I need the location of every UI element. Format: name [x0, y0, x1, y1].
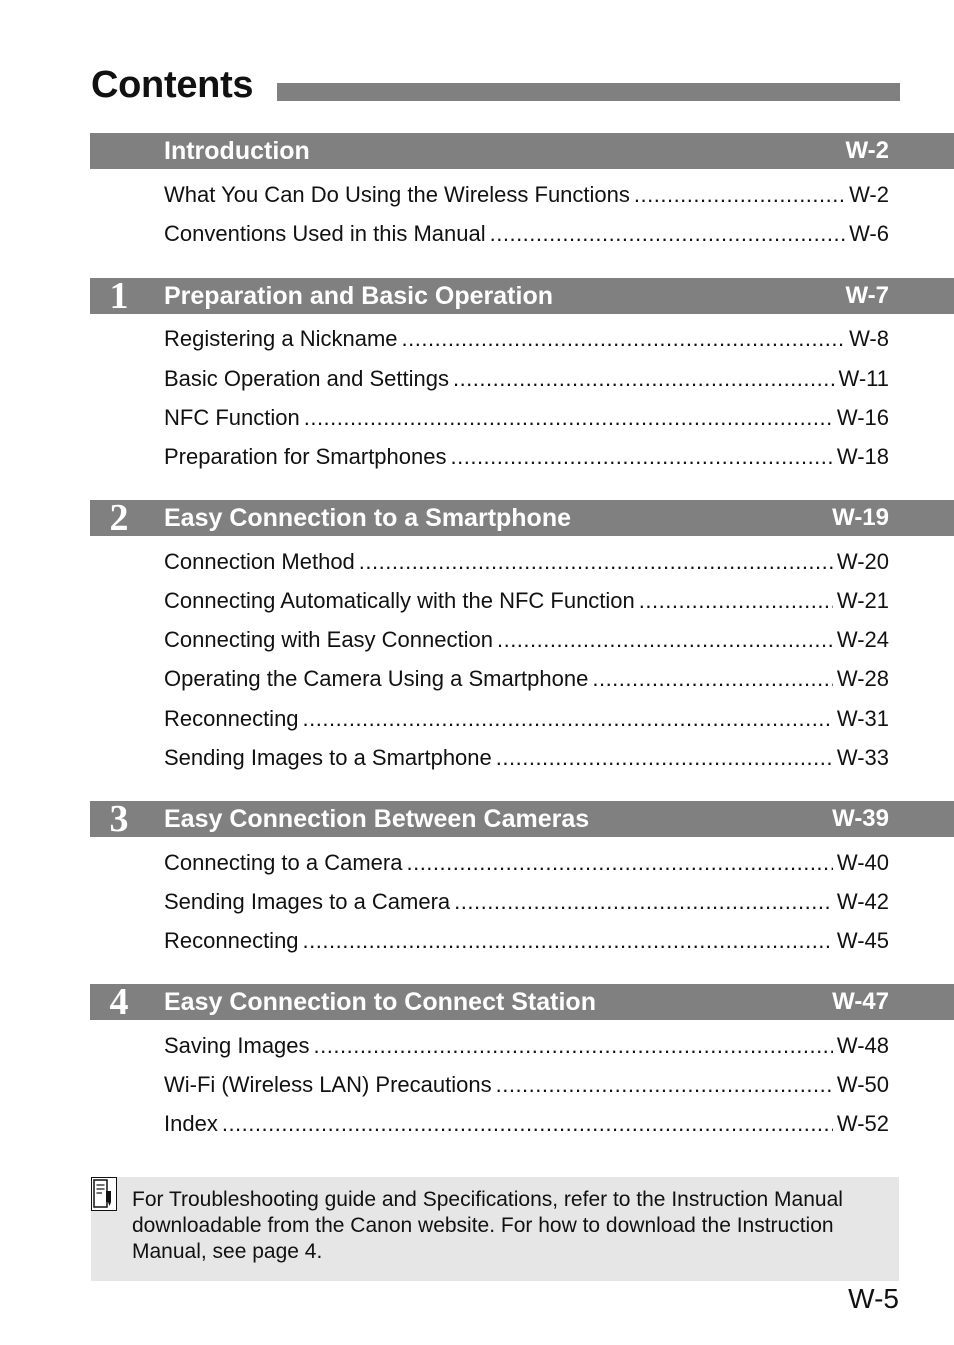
toc-entry-page: W-20 [836, 549, 889, 574]
dot-leader [454, 889, 833, 915]
toc-entry-label: What You Can Do Using the Wireless Functions [164, 182, 630, 207]
dot-leader [314, 1033, 833, 1059]
toc-entry-label: Preparation for Smartphones [164, 444, 447, 469]
toc-entry[interactable] [164, 444, 889, 472]
page-number: W-5 [848, 1283, 899, 1314]
toc-entry[interactable] [164, 588, 889, 616]
toc-entry-label: Connecting with Easy Connection [164, 627, 493, 652]
dot-leader [639, 588, 833, 614]
dot-leader [303, 706, 833, 732]
section-page: W-19 [832, 504, 889, 531]
toc-entry[interactable] [164, 745, 889, 773]
dot-leader [634, 182, 845, 208]
dot-leader [406, 850, 832, 876]
toc-entry[interactable] [164, 1033, 889, 1061]
dot-leader [490, 221, 845, 247]
toc-entry-label: Conventions Used in this Manual [164, 221, 486, 246]
dot-leader [304, 405, 833, 431]
section-page: W-2 [845, 137, 889, 164]
toc-entry[interactable] [164, 627, 889, 655]
toc-entry[interactable] [164, 182, 889, 210]
toc-entry-label: Registering a Nickname [164, 326, 398, 351]
section-title: Preparation and Basic Operation [164, 282, 553, 310]
title-rule [277, 83, 900, 101]
toc-entry[interactable] [164, 326, 889, 354]
toc-entry-page: W-52 [836, 1111, 889, 1136]
toc-entry-page: W-50 [836, 1072, 889, 1097]
section-header-smartphone[interactable] [90, 497, 954, 539]
dot-leader [453, 366, 835, 392]
section-header-introduction[interactable] [90, 133, 954, 169]
toc-entry-page: W-21 [836, 588, 889, 613]
toc-entry-label: Reconnecting [164, 706, 299, 731]
toc-entry[interactable] [164, 850, 889, 878]
toc-entry-label: Connection Method [164, 549, 355, 574]
section-number: 4 [109, 981, 129, 1023]
section-header-connect-station[interactable] [90, 981, 954, 1023]
dot-leader [303, 928, 833, 954]
toc-entry-label: Operating the Camera Using a Smartphone [164, 666, 589, 691]
section-number: 2 [109, 497, 129, 539]
toc-entry-label: NFC Function [164, 405, 300, 430]
toc-entry-label: Wi-Fi (Wireless LAN) Precautions [164, 1072, 492, 1097]
toc-entry-page: W-42 [836, 889, 889, 914]
dot-leader [222, 1111, 833, 1137]
dot-leader [592, 666, 832, 692]
toc-entry-label: Sending Images to a Smartphone [164, 745, 492, 770]
dot-leader [497, 627, 833, 653]
section-header-preparation[interactable] [90, 275, 954, 317]
toc-entry[interactable] [164, 928, 889, 956]
toc-entry[interactable] [164, 889, 889, 917]
toc-entry[interactable] [164, 221, 889, 249]
toc-entry-label: Sending Images to a Camera [164, 889, 451, 914]
dot-leader [359, 549, 833, 575]
toc-entry-page: W-24 [836, 627, 889, 652]
section-page: W-7 [845, 282, 889, 309]
page-title: Contents [91, 64, 254, 106]
toc-entry-label: Index [164, 1111, 218, 1136]
toc-entry[interactable] [164, 706, 889, 734]
toc-entry-page: W-18 [836, 444, 889, 469]
section-page: W-39 [832, 805, 889, 832]
toc-entry[interactable] [164, 1111, 889, 1139]
toc-entry-label: Connecting to a Camera [164, 850, 403, 875]
toc-entry-page: W-11 [838, 366, 889, 391]
toc-entry[interactable] [164, 666, 889, 694]
dot-leader [451, 444, 833, 470]
section-title: Easy Connection to Connect Station [164, 988, 596, 1016]
toc-entry[interactable] [164, 366, 889, 394]
section-number: 3 [109, 798, 129, 840]
toc-entry-page: W-48 [836, 1033, 889, 1058]
section-page: W-47 [832, 988, 889, 1015]
toc-entry-label: Saving Images [164, 1033, 310, 1058]
note-box [91, 1177, 899, 1281]
toc-entry-label: Reconnecting [164, 928, 299, 953]
note-text: For Troubleshooting guide and Specifications, refer to the Instruction Manual downloadable from the Canon website. For how to download the Instruction Manual, see page 4. [132, 1188, 843, 1263]
toc-entry-page: W-2 [849, 182, 889, 207]
section-number: 1 [109, 275, 129, 317]
toc-entry[interactable] [164, 1072, 889, 1100]
toc-entry-page: W-16 [836, 405, 889, 430]
section-title: Introduction [164, 137, 310, 165]
section-header-cameras[interactable] [90, 798, 954, 840]
toc-entry-page: W-8 [849, 326, 889, 351]
toc-entry-page: W-31 [836, 706, 889, 731]
section-title: Easy Connection to a Smartphone [164, 504, 572, 532]
toc-entry[interactable] [164, 405, 889, 433]
dot-leader [402, 326, 846, 352]
toc-entry-page: W-6 [849, 221, 889, 246]
section-title: Easy Connection Between Cameras [164, 805, 590, 833]
toc-entry-page: W-33 [836, 745, 889, 770]
toc-entry-page: W-28 [836, 666, 889, 691]
toc-entry[interactable] [164, 549, 889, 577]
toc-entry-page: W-40 [836, 850, 889, 875]
toc-entry-page: W-45 [836, 928, 889, 953]
dot-leader [496, 745, 833, 771]
toc-entry-label: Connecting Automatically with the NFC Function [164, 588, 635, 613]
dot-leader [496, 1072, 833, 1098]
memo-icon [91, 1177, 117, 1211]
toc-entry-label: Basic Operation and Settings [164, 366, 449, 391]
